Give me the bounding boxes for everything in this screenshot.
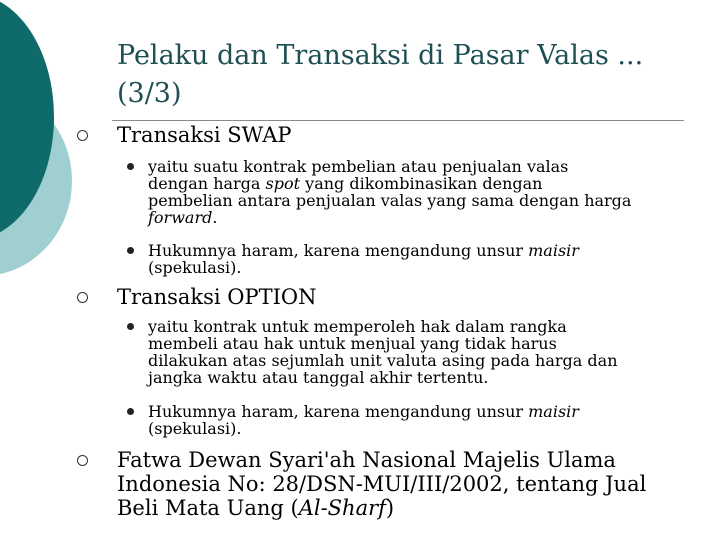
dot-bullet-icon — [127, 323, 134, 330]
slide-title — [117, 37, 697, 113]
dot-bullet-icon — [127, 247, 134, 254]
title-line-1: Pelaku dan Transaksi di Pasar Valas ... — [117, 40, 644, 71]
option-bullet-ruling: Hukumnya haram, karena mengandung unsur maisir (spekulasi). — [148, 403, 708, 437]
title-line-2: (3/3) — [117, 78, 182, 109]
title-divider — [112, 120, 684, 121]
heading-option: Transaksi OPTION — [117, 285, 317, 309]
swap-bullet-definition: yaitu suatu kontrak pembelian atau penjualan valas dengan harga spot yang dikombinasikan dengan pembelian antara penjualan valas yang sama dengan harga forward. — [148, 158, 708, 226]
circle-bullet-icon — [77, 292, 88, 303]
option-bullet-definition: yaitu kontrak untuk memperoleh hak dalam rangka membeli atau hak untuk menjual yang tidak harus dilakukan atas sejumlah unit valuta asing pada harga dan jangka waktu atau tanggal akhir tertentu. — [148, 318, 708, 386]
decorative-circles — [0, 0, 110, 300]
dot-bullet-icon — [127, 163, 134, 170]
dot-bullet-icon — [127, 408, 134, 415]
circle-bullet-icon — [77, 130, 88, 141]
fatwa-reference: Fatwa Dewan Syari'ah Nasional Majelis Ulama Indonesia No: 28/DSN-MUI/III/2002, tentang Jual Beli Mata Uang (Al-Sharf) — [117, 448, 707, 520]
circle-bullet-icon — [77, 455, 88, 466]
heading-swap: Transaksi SWAP — [117, 123, 292, 147]
swap-bullet-ruling: Hukumnya haram, karena mengandung unsur maisir (spekulasi). — [148, 242, 708, 276]
